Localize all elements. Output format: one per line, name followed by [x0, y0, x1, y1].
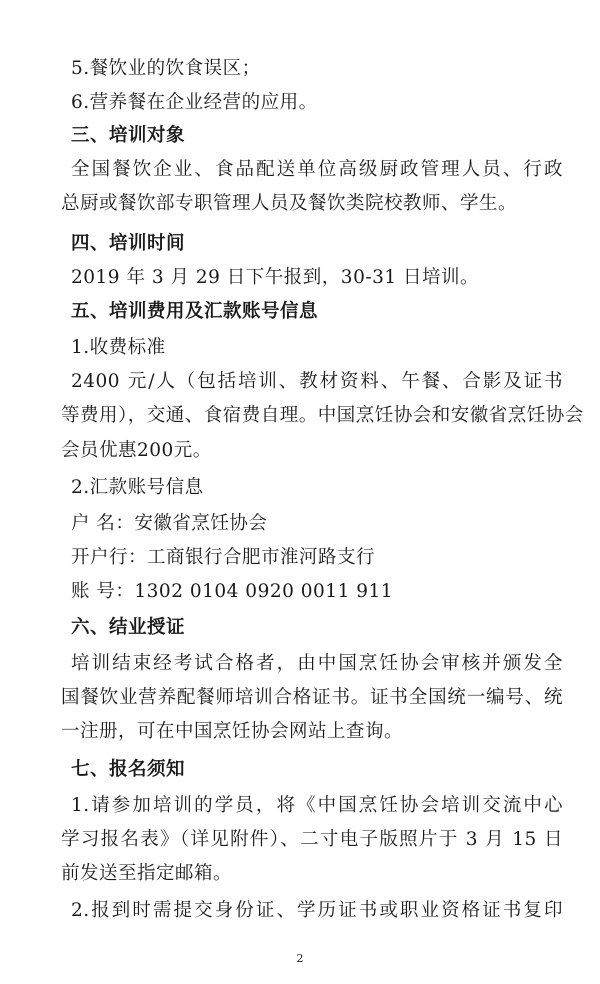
- list-item: 5.餐饮业的饮食误区；: [71, 58, 261, 79]
- paragraph-line: 2.报到时需提交身份证、学历证书或职业资格证书复印: [71, 900, 563, 921]
- paragraph-line: 全国餐饮企业、食品配送单位高级厨政管理人员、行政: [71, 159, 563, 180]
- section-heading: 六、结业授证: [71, 617, 186, 638]
- section-heading: 五、培训费用及汇款账号信息: [71, 301, 319, 322]
- paragraph-line: 2400 元/人（包括培训、教材资料、午餐、合影及证书: [71, 371, 563, 392]
- paragraph-line: 培训结束经考试合格者，由中国烹饪协会审核并颁发全: [71, 653, 563, 674]
- section-heading: 七、报名须知: [71, 759, 186, 780]
- paragraph-line: 学习报名表》（详见附件）、二寸电子版照片于 3 月 15 日: [61, 829, 563, 850]
- section-heading: 四、培训时间: [71, 233, 186, 254]
- paragraph-line: 1.请参加培训的学员，将《中国烹饪协会培训交流中心: [71, 795, 563, 816]
- subsection-heading: 2.汇款账号信息: [71, 477, 204, 498]
- account-name: 户 名：安徽省烹饪协会: [71, 513, 268, 534]
- paragraph-line: 等费用），交通、食宿费自理。中国烹饪协会和安徽省烹饪协会: [61, 405, 584, 426]
- paragraph-line: 2019 年 3 月 29 日下午报到，30-31 日培训。: [71, 267, 480, 288]
- list-item: 6.营养餐在企业经营的应用。: [71, 92, 318, 113]
- account-number: 账 号：1302 0104 0920 0011 911: [71, 581, 394, 602]
- paragraph-line: 总厨或餐饮部专职管理人员及餐饮类院校教师、学生。: [61, 193, 518, 214]
- paragraph-line: 会员优惠200元。: [61, 440, 212, 461]
- paragraph-line: 前发送至指定邮箱。: [61, 863, 233, 884]
- section-heading: 三、培训对象: [71, 125, 186, 146]
- page-number: 2: [296, 952, 304, 965]
- subsection-heading: 1.收费标准: [71, 337, 166, 358]
- paragraph-line: 一注册，可在中国烹饪协会网站上查询。: [61, 721, 404, 742]
- paragraph-line: 国餐饮业营养配餐师培训合格证书。证书全国统一编号、统: [61, 687, 563, 708]
- account-bank: 开户行：工商银行合肥市淮河路支行: [71, 547, 376, 568]
